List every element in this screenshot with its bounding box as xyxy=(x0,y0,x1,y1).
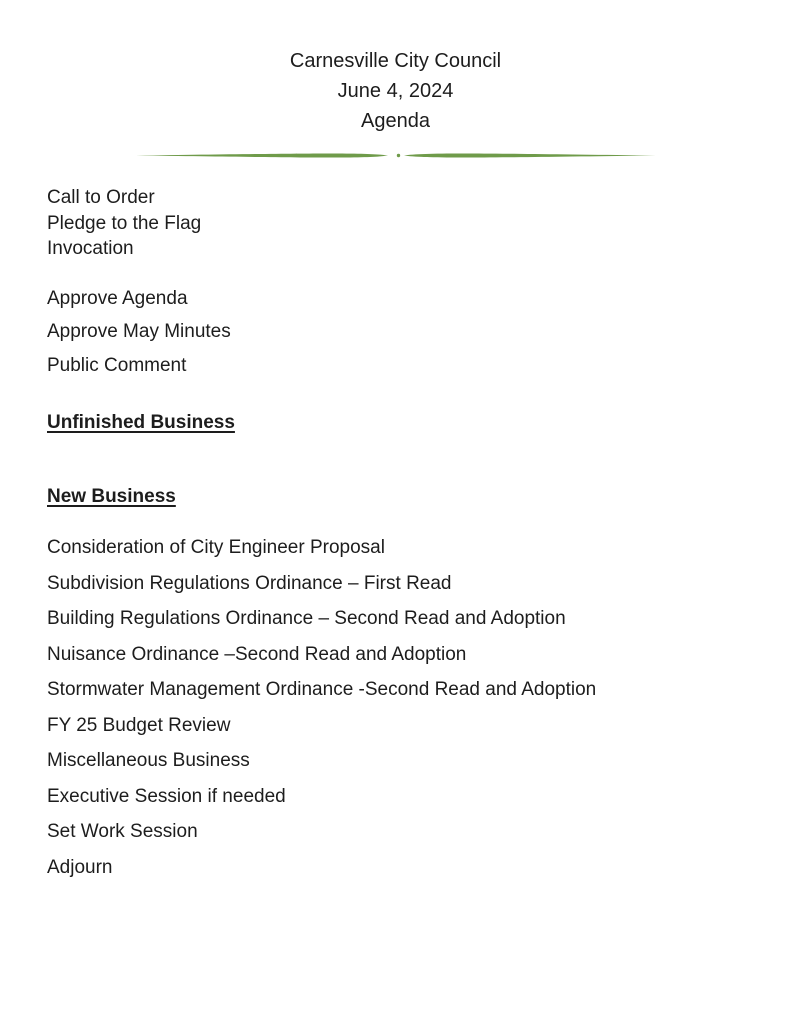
agenda-line: Subdivision Regulations Ordinance – First Read xyxy=(47,572,452,594)
agenda-line: Set Work Session xyxy=(47,821,198,842)
agenda-line: Nuisance Ordinance –Second Read and Adoption xyxy=(47,643,467,665)
new-business-heading: New Business xyxy=(47,486,176,507)
agenda-line: Public Comment xyxy=(47,354,187,376)
new-business-items-block xyxy=(47,530,791,885)
unfinished-business-heading: Unfinished Business xyxy=(47,412,235,433)
agenda-line: Approve Agenda xyxy=(47,287,188,309)
agenda-line: Adjourn xyxy=(47,856,113,878)
agenda-body xyxy=(47,185,791,885)
agenda-line: Consideration of City Engineer Proposal xyxy=(47,537,385,558)
agenda-line: FY 25 Budget Review xyxy=(47,714,231,736)
divider-ornament-icon xyxy=(136,151,656,160)
agenda-line: Miscellaneous Business xyxy=(47,750,250,771)
agenda-line: Approve May Minutes xyxy=(47,321,231,342)
document-header xyxy=(0,0,791,136)
approval-items-block xyxy=(47,282,791,383)
document-date: June 4, 2024 xyxy=(337,80,454,102)
opening-items-block xyxy=(47,185,791,262)
agenda-line: Pledge to the Flag xyxy=(47,212,202,234)
agenda-line: Invocation xyxy=(47,238,134,259)
agenda-line: Building Regulations Ordinance – Second Read and Adoption xyxy=(47,608,566,629)
document-title: Carnesville City Council xyxy=(289,50,502,72)
decorative-divider xyxy=(136,147,656,156)
agenda-line: Executive Session if needed xyxy=(47,785,286,807)
document-subtitle: Agenda xyxy=(361,110,430,132)
agenda-line: Stormwater Management Ordinance -Second Read and Adoption xyxy=(47,679,597,700)
agenda-line: Call to Order xyxy=(47,187,155,208)
